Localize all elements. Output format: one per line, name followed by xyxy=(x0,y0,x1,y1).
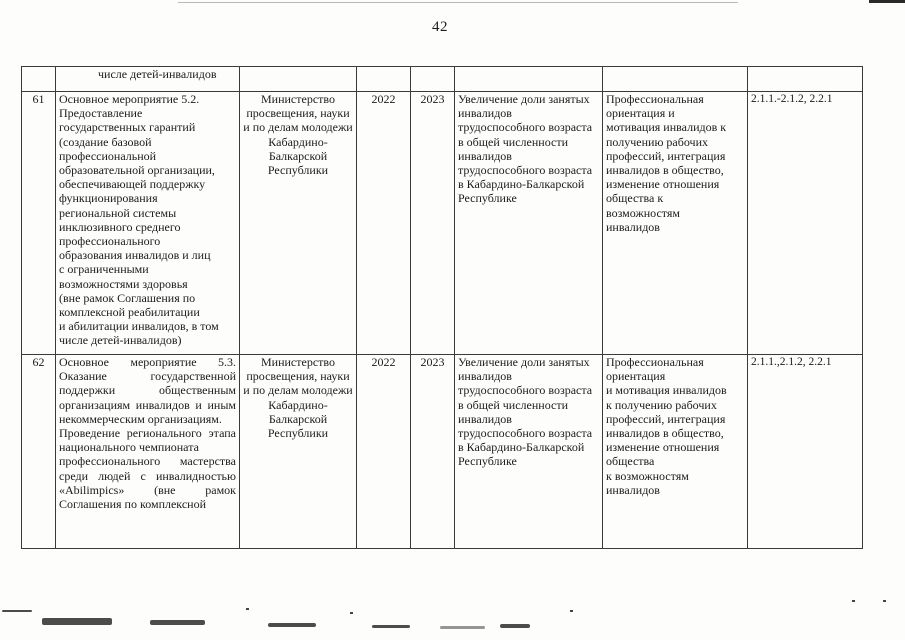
cell-executor: Министерство просвещения, науки и по делам молодежи Кабардино-Балкарской Республики xyxy=(240,355,357,549)
scan-artifact xyxy=(372,625,410,628)
cell-num: 61 xyxy=(22,92,56,355)
scan-artifact xyxy=(246,608,249,610)
cell-link xyxy=(748,67,863,92)
scan-corner-mark xyxy=(869,0,905,3)
cell-name: числе детей-инвалидов xyxy=(56,67,240,92)
table-row xyxy=(22,92,863,355)
cell-executor xyxy=(240,67,357,92)
cell-link: 2.1.1.,2.1.2, 2.2.1 xyxy=(748,355,863,549)
measures-table xyxy=(21,66,863,549)
scan-artifact xyxy=(2,610,32,612)
cell-executor: Министерство просвещения, науки и по делам молодежи Кабардино-Балкарской Республики xyxy=(240,92,357,355)
table-row xyxy=(22,355,863,549)
cell-start: 2022 xyxy=(357,92,411,355)
scan-artifact xyxy=(150,620,205,625)
cell-indicator: Увеличение доли занятых инвалидов трудоспособного возраста в общей численности инвалидов трудоспособного возраста в Кабардино-Балкарской Республике xyxy=(455,92,603,355)
cell-end: 2023 xyxy=(411,92,455,355)
scan-artifact xyxy=(42,618,112,625)
scan-artifact xyxy=(500,624,530,628)
cell-end xyxy=(411,67,455,92)
page-number: 42 xyxy=(432,19,448,35)
cell-result xyxy=(603,67,748,92)
scan-artifact xyxy=(852,600,855,602)
scan-artifact xyxy=(350,612,353,614)
cell-name: Основное мероприятие 5.3. Оказание государственной поддержки общественным организациям инвалидов и иным некоммерческим организациям. Проведение регионального этапа национального чемпионата профессионального мастерства среди людей с инвалидностью «Abilimpics» (вне рамок Соглашения по комплексной xyxy=(56,355,240,549)
cell-name: Основное мероприятие 5.2. Предоставление государственных гарантий (создание базовой профессиональной образовательной организации, обеспечивающей поддержку функционирования региональной системы инклюзивного среднего профессионального образования инвалидов и лиц с ограниченными возможностями здоровья (вне рамок Соглашения по комплексной реабилитации и абилитации инвалидов, в том числе детей-инвалидов) xyxy=(56,92,240,355)
cell-start xyxy=(357,67,411,92)
cell-link: 2.1.1.-2.1.2, 2.2.1 xyxy=(748,92,863,355)
cell-indicator: Увеличение доли занятых инвалидов трудоспособного возраста в общей численности инвалидов трудоспособного возраста в Кабардино-Балкарской Республике xyxy=(455,355,603,549)
scan-artifact xyxy=(570,610,573,612)
cell-num: 62 xyxy=(22,355,56,549)
scan-artifact xyxy=(440,626,485,629)
cell-end: 2023 xyxy=(411,355,455,549)
cell-result: Профессиональная ориентация и мотивация инвалидов к получению рабочих профессий, интеграция инвалидов в общество, изменение отношения общества к возможностям инвалидов xyxy=(603,92,748,355)
scan-artifact xyxy=(883,600,886,602)
cell-indicator xyxy=(455,67,603,92)
cell-result: Профессиональная ориентация и мотивация инвалидов к получению рабочих профессий, интеграция инвалидов в общество, изменение отношения общества к возможностям инвалидов xyxy=(603,355,748,549)
cell-num xyxy=(22,67,56,92)
top-rule xyxy=(178,2,738,3)
table-row-continuation xyxy=(22,67,863,92)
scan-artifacts xyxy=(0,598,905,640)
scan-artifact xyxy=(268,623,316,627)
cell-start: 2022 xyxy=(357,355,411,549)
